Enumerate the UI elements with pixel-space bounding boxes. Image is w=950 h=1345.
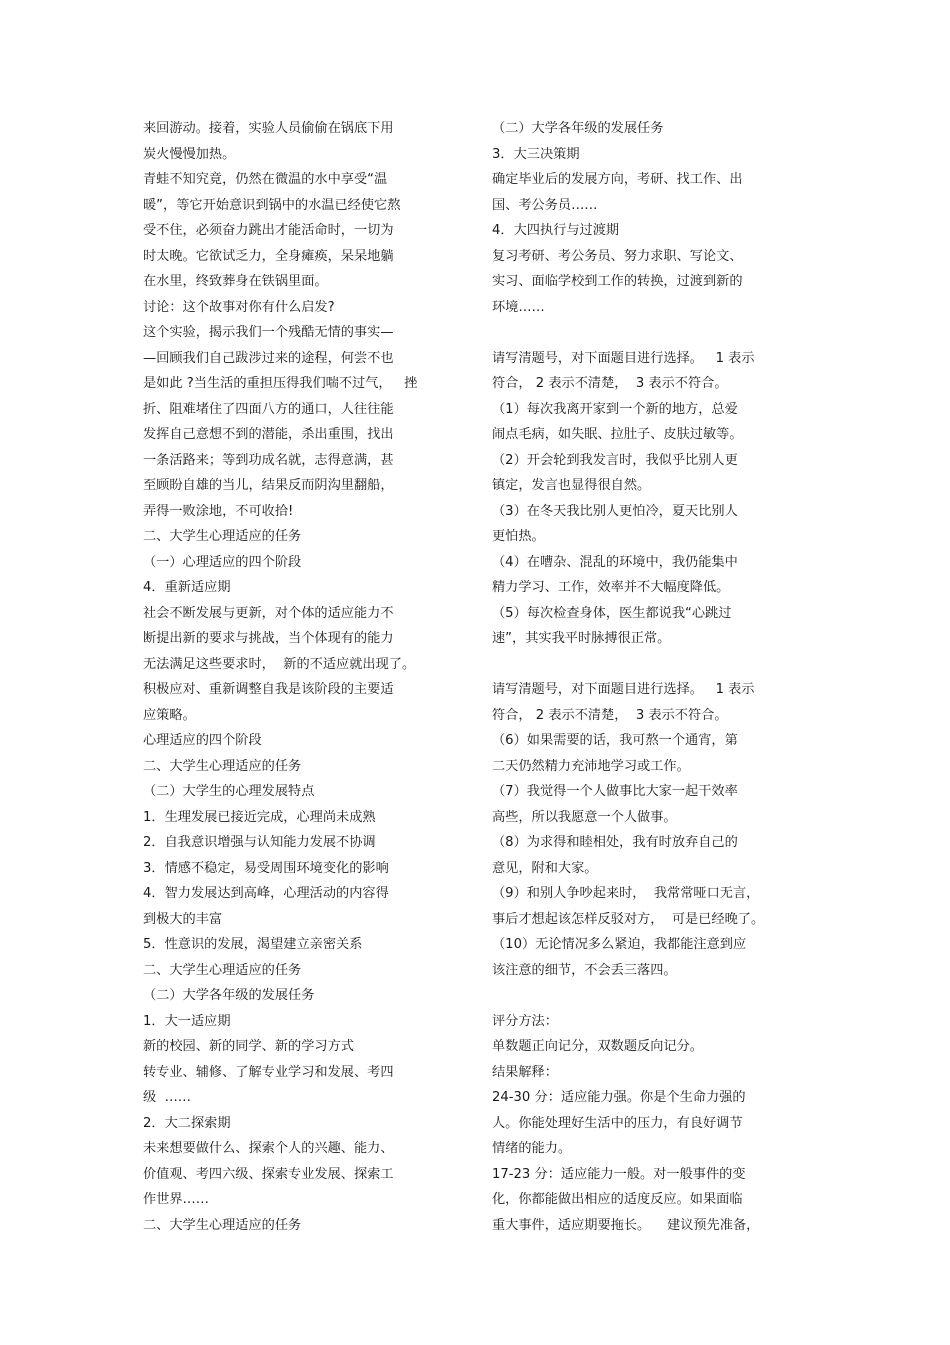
left-column-line: 转专业、辅修、了解专业学习和发展、考四 [143, 1064, 394, 1080]
right-column-line: 请写清题号，对下面题目进行选择。 1 表示 [492, 682, 755, 697]
right-column-line: 意见，附和大家。 [492, 860, 598, 876]
left-column-line: 心理适应的四个阶段 [143, 733, 262, 748]
left-column-line: 应策略。 [143, 707, 196, 723]
right-column-line [492, 652, 797, 678]
right-column-line: 环境…… [492, 299, 545, 315]
left-column-line: 4．重新适应期 [143, 580, 231, 595]
right-column-line: 实习、面临学校到工作的转换，过渡到新的 [492, 274, 743, 289]
left-column-line: —回顾我们自己跋涉过来的途程，何尝不也 [143, 350, 394, 366]
left-column-line: 二、大学生心理适应的任务 [143, 962, 302, 978]
left-column-line: 5．性意识的发展，渴望建立亲密关系 [143, 937, 363, 952]
left-column-line: 到极大的丰富 [143, 911, 223, 927]
right-column-line: （1）每次我离开家到一个新的地方，总爱 [492, 401, 738, 417]
left-column-line: 发挥自己意想不到的潜能，杀出重围，找出 [143, 427, 394, 442]
left-column-line: 来回游动。接着，实验人员偷偷在锅底下用 [143, 121, 394, 136]
right-column-line: （10）无论情况多么紧迫，我都能注意到应 [492, 937, 747, 952]
right-column-line: 请写清题号，对下面题目进行选择。 1 表示 [492, 350, 755, 366]
right-column-line: （9）和别人争吵起来时， 我常常哑口无言， [492, 886, 760, 901]
left-column-line: 无法满足这些要求时， 新的不适应就出现了。 [143, 656, 416, 672]
left-column-line: 3．情感不稳定，易受周围环境变化的影响 [143, 860, 389, 876]
right-column-line: （2）开会轮到我发言时，我似乎比别人更 [492, 452, 738, 468]
left-column-line: 2．大二探索期 [143, 1115, 231, 1131]
left-column-line: 社会不断发展与更新，对个体的适应能力不 [143, 605, 394, 621]
left-column-line: 二、大学生心理适应的任务 [143, 529, 302, 544]
right-column-line: （8）为求得和睦相处，我有时放弃自己的 [492, 835, 738, 850]
right-column-line [492, 983, 797, 1009]
left-column-line: 讨论：这个故事对你有什么启发? [143, 299, 335, 315]
left-column-line: （二）大学各年级的发展任务 [143, 988, 315, 1003]
left-column-line: 是如此 ?当生活的重担压得我们喘不过气， 挫 [143, 376, 418, 391]
right-column-line: （6）如果需要的话，我可熬一个通宵，第 [492, 733, 738, 748]
right-column-line: 重大事件，适应期要拖长。 建议预先准备， [492, 1217, 760, 1233]
left-column-line: 青蛙不知究竟，仍然在微温的水中享受“温 [143, 172, 388, 187]
right-column-line: 确定毕业后的发展方向，考研、找工作、出 [492, 172, 743, 187]
right-column-line: 符合， 2 表示不清楚， 3 表示不符合。 [492, 376, 728, 391]
left-column-line: 价值观、考四六级、探索专业发展、探索工 [143, 1166, 394, 1182]
left-column-line: 弄得一败涂地，不可收拾! [143, 503, 294, 519]
right-column-line: （二）大学各年级的发展任务 [492, 121, 664, 136]
right-column-line: 4．大四执行与过渡期 [492, 223, 620, 238]
left-column-line: 断提出新的要求与挑战，当个体现有的能力 [143, 631, 394, 646]
left-column [143, 116, 458, 1238]
left-column-line: 这个实验，揭示我们一个残酷无情的事实— [143, 325, 394, 340]
right-column-line: 闹点毛病，如失眠、拉肚子、皮肤过敏等。 [492, 427, 743, 442]
left-column-line: 折、阻难堵住了四面八方的通口，人往往能 [143, 401, 394, 417]
left-column-line: 暖”，等它开始意识到锅中的水温已经使它熬 [143, 197, 401, 213]
left-column-line: 炭火慢慢加热。 [143, 146, 236, 162]
right-column-line: 复习考研、考公务员、努力求职、写论文、 [492, 248, 743, 264]
right-column-line: 情绪的能力。 [492, 1141, 572, 1156]
left-column-line: 一条活路来；等到功成名就，志得意满，甚 [143, 452, 394, 468]
right-column-line: 高些，所以我愿意一个人做事。 [492, 809, 677, 825]
left-column-line: 积极应对、重新调整自我是该阶段的主要适 [143, 682, 394, 697]
right-column-line: 事后才想起该怎样反驳对方， 可是已经晚了。 [492, 911, 765, 927]
right-column-line: （7）我觉得一个人做事比大家一起干效率 [492, 784, 738, 799]
right-column-line: 评分方法： [492, 1013, 558, 1029]
right-column-line: 该注意的细节，不会丢三落四。 [492, 962, 677, 978]
left-column-line: 级 …… [143, 1090, 191, 1105]
right-column-line: 3．大三决策期 [492, 146, 580, 162]
right-column-line: 24-30 分：适应能力强。你是个生命力强的 [492, 1090, 746, 1105]
right-column-line: 速”，其实我平时脉搏很正常。 [492, 631, 671, 646]
right-column-line: （5）每次检查身体，医生都说我“心跳过 [492, 605, 732, 621]
left-column-line: （一）心理适应的四个阶段 [143, 554, 302, 570]
right-column-line: 化，你都能做出相应的适度反应。如果面临 [492, 1192, 743, 1207]
right-column-line: 国、考公务员…… [492, 197, 598, 213]
right-column-line: 人。你能处理好生活中的压力，有良好调节 [492, 1115, 743, 1131]
left-column-line: 在水里，终致葬身在铁锅里面。 [143, 274, 328, 289]
right-column [492, 116, 797, 1238]
left-column-line: 至顾盼自雄的当儿，结果反而阴沟里翻船， [143, 478, 394, 493]
left-column-line: 二、大学生心理适应的任务 [143, 1217, 302, 1233]
left-column-line: 时太晚。它欲试乏力，全身瘫痪，呆呆地躺 [143, 248, 394, 264]
right-column-line: 更怕热。 [492, 529, 545, 544]
right-column-line: 17-23 分：适应能力一般。对一般事件的变 [492, 1166, 746, 1182]
right-column-line: 二天仍然精力充沛地学习或工作。 [492, 758, 690, 774]
right-column-line: 精力学习、工作，效率并不大幅度降低。 [492, 580, 730, 595]
left-column-line: 未来想要做什么、探索个人的兴趣、能力、 [143, 1141, 394, 1156]
left-column-line: 1．大一适应期 [143, 1013, 231, 1029]
left-column-line: 受不住，必须奋力跳出才能活命时，一切为 [143, 223, 394, 238]
left-column-line: 1．生理发展已接近完成，心理尚未成熟 [143, 809, 376, 825]
left-column-line: 2．自我意识增强与认知能力发展不协调 [143, 835, 376, 850]
right-column-line [492, 320, 797, 346]
right-column-line: 单数题正向记分，双数题反向记分。 [492, 1039, 703, 1054]
left-column-line: 新的校园、新的同学、新的学习方式 [143, 1039, 354, 1054]
left-column-line: 二、大学生心理适应的任务 [143, 758, 302, 774]
right-column-line: 结果解释： [492, 1064, 558, 1080]
left-column-line: （二）大学生的心理发展特点 [143, 784, 315, 799]
right-column-line: （3）在冬天我比别人更怕冷，夏天比别人 [492, 503, 738, 519]
left-column-line: 4．智力发展达到高峰，心理活动的内容得 [143, 886, 389, 901]
right-column-line: 符合， 2 表示不清楚， 3 表示不符合。 [492, 707, 728, 723]
right-column-line: （4）在嘈杂、混乱的环境中，我仍能集中 [492, 554, 738, 570]
left-column-line: 作世界…… [143, 1192, 209, 1207]
right-column-line: 镇定，发言也显得很自然。 [492, 478, 651, 493]
